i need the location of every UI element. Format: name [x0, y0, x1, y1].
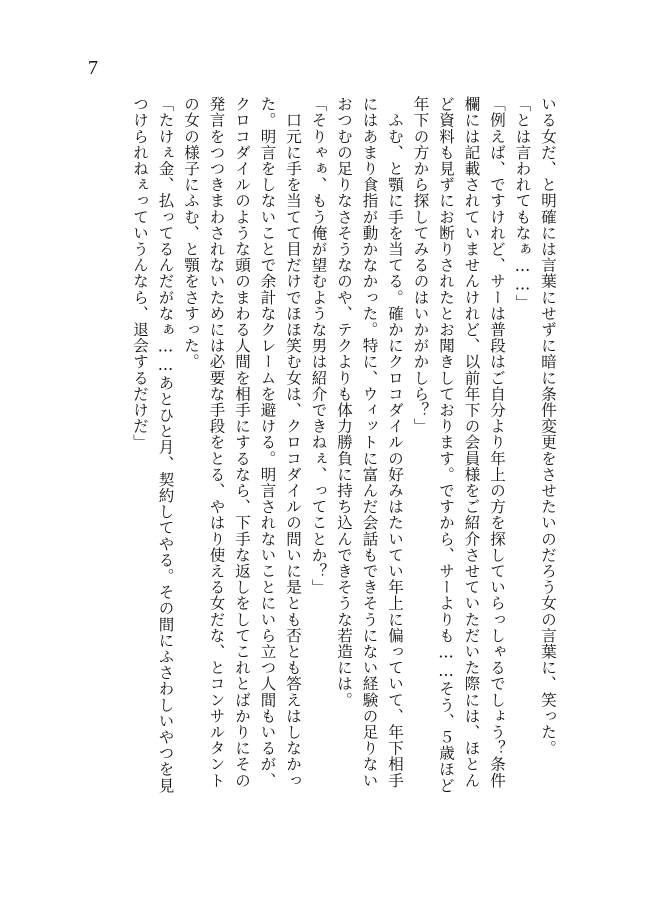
- text-line: ど資料も見ずにお断りされたとお聞きしております。ですから、サーよりも……そう、５歳ほど: [437, 96, 455, 794]
- text-line: た。明言をしないことで余計なクレームを避ける。明言されないことにいら立つ人間もいるが、: [258, 96, 277, 789]
- text-line: 口元に手を当てて目だけでほほ笑む女は、クロコダイルの問いに是とも否とも答えはしなかっ: [284, 96, 302, 789]
- text-line: 年下の方から探してみるのはいかがかしら？」: [411, 96, 430, 435]
- text-line: 「とは言われてもなぁ……」: [513, 96, 532, 311]
- text-line: クロコダイルのような頭のまわる人間を相手にするなら、下手な返しをしてこれとばかりにその: [233, 96, 251, 789]
- page-number: 7: [88, 57, 98, 79]
- text-line: にはあまり食指が動かなかった。特に、ウィットに富んだ会話もできそうにない経験の足りない: [360, 96, 379, 789]
- text-line: 「そりゃぁ、もう俺が望むような男は紹介できねぇ、ってことか？」: [309, 96, 328, 596]
- text-line: 「たけぇ金、払ってるんだがなぁ……あとひと月、契約してやる。その間にふさわしいやつを見: [156, 96, 175, 794]
- text-line: 発言をつつきまわされないためには必要な手段をとる、やはり使える女だな、とコンサルタント: [207, 96, 226, 789]
- vertical-text-body: [80, 96, 560, 816]
- text-line: おつむの足りなさそうなのや、テクよりも体力勝負に持ち込んできそうな若造には。: [335, 96, 353, 708]
- text-line: ふむ、と顎に手を当てる。確かにクロコダイルの好みはたいてい年上に偏っていて、年下相手: [386, 96, 404, 789]
- text-line: いる女だ、と明確には言葉にせずに暗に条件変更をさせたいのだろう女の言葉に、笑った。: [539, 96, 557, 757]
- text-line: の女の様子にふむ、と顎をさすった。: [182, 96, 200, 370]
- text-line: つけられねぇっていうんなら、退会するだけだ」: [131, 96, 149, 451]
- text-line: 「例えば、ですけれど、サーは普段はご自分より年上の方を探していらっしゃるでしょう？条件: [488, 96, 506, 789]
- text-line: 欄には記載されていませんけれど、以前年下の会員様をご紹介させていただいた際には、ほとん: [462, 96, 481, 789]
